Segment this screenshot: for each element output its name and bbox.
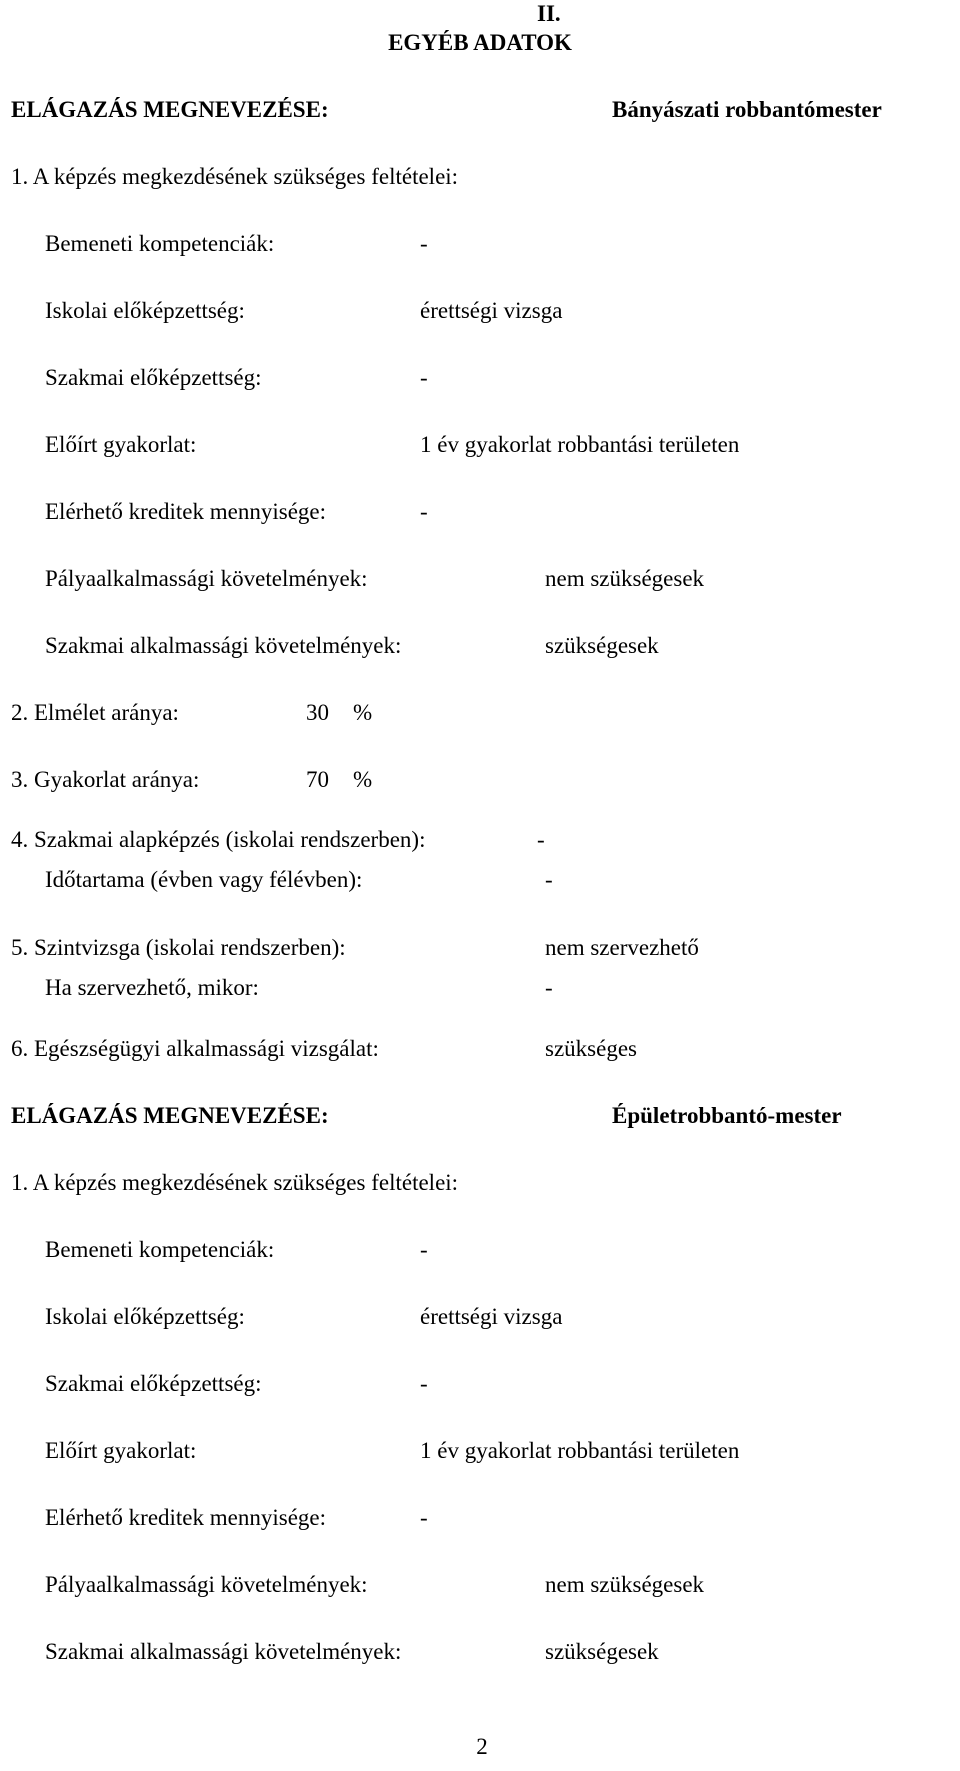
- branch-name: Bányászati robbantómester: [612, 97, 882, 122]
- row-label-school-education: Iskolai előképzettség:: [45, 1304, 245, 1329]
- section-title: EGYÉB ADATOK: [388, 30, 572, 55]
- row-value-credits: -: [420, 499, 428, 524]
- row-label-professional-education: Szakmai előképzettség:: [45, 365, 262, 390]
- row-label-input-competences: Bemeneti kompetenciák:: [45, 231, 275, 256]
- row-value-input-competences: -: [420, 231, 428, 256]
- theory-ratio-value: 30: [306, 700, 329, 725]
- prereq-title: 1. A képzés megkezdésének szükséges feltételei:: [11, 1170, 459, 1195]
- row-value-required-practice: 1 év gyakorlat robbantási területen: [420, 432, 740, 457]
- level-exam-value: nem szervezhető: [545, 935, 699, 960]
- row-value-input-competences: -: [420, 1237, 428, 1262]
- row-value-credits: -: [420, 1505, 428, 1530]
- row-value-professional-aptitude: szükségesek: [545, 1639, 659, 1664]
- row-label-career-aptitude: Pályaalkalmassági követelmények:: [45, 566, 368, 591]
- duration-label: Időtartama (évben vagy félévben):: [45, 867, 363, 892]
- row-value-required-practice: 1 év gyakorlat robbantási területen: [420, 1438, 740, 1463]
- level-exam-label: 5. Szintvizsga (iskolai rendszerben):: [11, 935, 346, 960]
- row-label-professional-aptitude: Szakmai alkalmassági követelmények:: [45, 1639, 402, 1664]
- page-number: 2: [476, 1734, 488, 1759]
- if-organised-value: -: [545, 975, 553, 1000]
- row-value-professional-education: -: [420, 365, 428, 390]
- row-label-credits: Elérhető kreditek mennyisége:: [45, 1505, 327, 1530]
- duration-value: -: [545, 867, 553, 892]
- theory-ratio-label: 2. Elmélet aránya:: [11, 700, 179, 725]
- row-label-required-practice: Előírt gyakorlat:: [45, 432, 197, 457]
- row-value-school-education: érettségi vizsga: [420, 298, 563, 323]
- branch-name: Épületrobbantó-mester: [612, 1103, 842, 1128]
- row-label-credits: Elérhető kreditek mennyisége:: [45, 499, 327, 524]
- row-label-professional-education: Szakmai előképzettség:: [45, 1371, 262, 1396]
- row-label-school-education: Iskolai előképzettség:: [45, 298, 245, 323]
- row-value-professional-aptitude: szükségesek: [545, 633, 659, 658]
- row-label-professional-aptitude: Szakmai alkalmassági követelmények:: [45, 633, 402, 658]
- row-value-professional-education: -: [420, 1371, 428, 1396]
- health-exam-value: szükséges: [545, 1036, 637, 1061]
- row-label-input-competences: Bemeneti kompetenciák:: [45, 1237, 275, 1262]
- branch-label: ELÁGAZÁS MEGNEVEZÉSE:: [11, 97, 329, 122]
- theory-ratio-unit: %: [353, 700, 373, 725]
- row-value-career-aptitude: nem szükségesek: [545, 1572, 705, 1597]
- basic-training-value: -: [537, 827, 545, 852]
- practice-ratio-label: 3. Gyakorlat aránya:: [11, 767, 200, 792]
- row-value-school-education: érettségi vizsga: [420, 1304, 563, 1329]
- basic-training-label: 4. Szakmai alapképzés (iskolai rendszerben):: [11, 827, 426, 852]
- practice-ratio-unit: %: [353, 767, 373, 792]
- row-label-required-practice: Előírt gyakorlat:: [45, 1438, 197, 1463]
- row-value-career-aptitude: nem szükségesek: [545, 566, 705, 591]
- row-label-career-aptitude: Pályaalkalmassági követelmények:: [45, 1572, 368, 1597]
- branch-label: ELÁGAZÁS MEGNEVEZÉSE:: [11, 1103, 329, 1128]
- health-exam-label: 6. Egészségügyi alkalmassági vizsgálat:: [11, 1036, 379, 1061]
- if-organised-label: Ha szervezhető, mikor:: [45, 975, 259, 1000]
- prereq-title: 1. A képzés megkezdésének szükséges feltételei:: [11, 164, 459, 189]
- practice-ratio-value: 70: [306, 767, 329, 792]
- section-roman-numeral: II.: [537, 1, 561, 26]
